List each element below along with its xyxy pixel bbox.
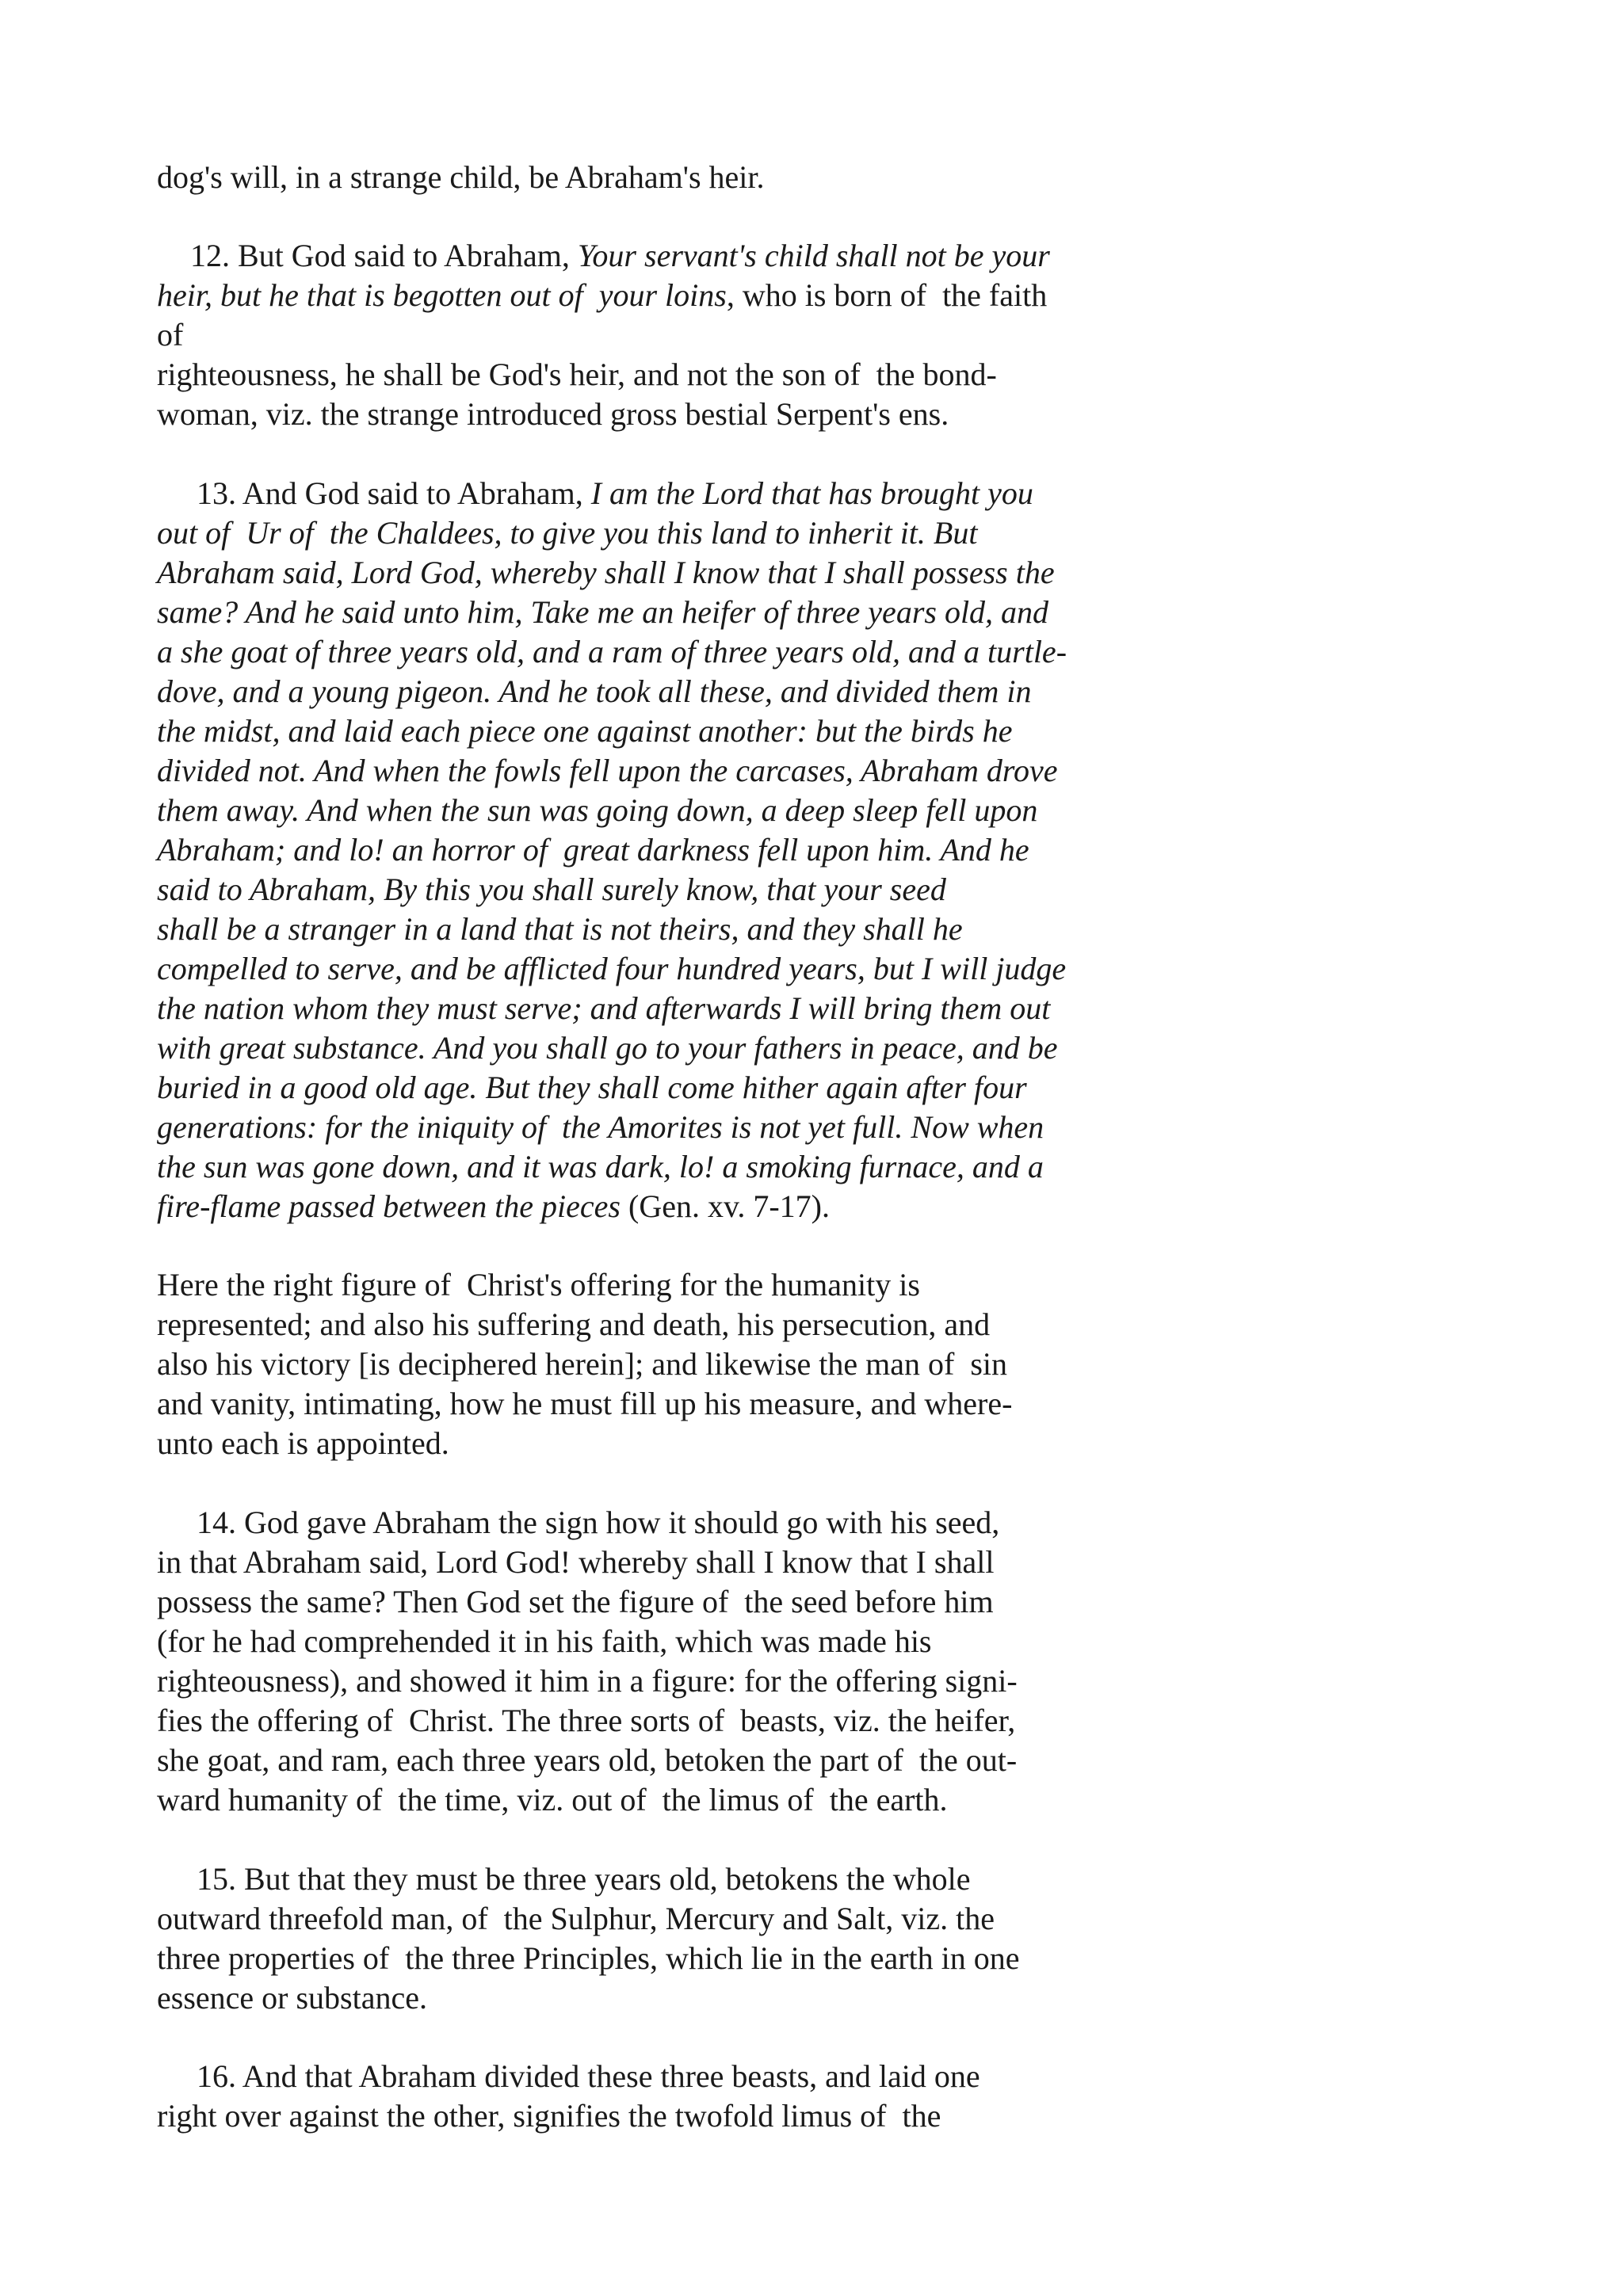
- scripture-quote: with great substance. And you shall go to your fathers in peace, and be: [157, 1030, 1058, 1066]
- text-line: right over against the other, signifies the twofold limus of the: [157, 2098, 941, 2134]
- text-line: [157, 633, 1067, 671]
- scripture-quote: dove, and a young pigeon. And he took all these, and divided them in: [157, 673, 1032, 709]
- text-line: fies the offering of Christ. The three sorts of beasts, viz. the heifer,: [157, 1703, 1016, 1738]
- text-line: she goat, and ram, each three years old, betoken the part of the out-: [157, 1742, 1018, 1778]
- text-line: [157, 791, 1037, 830]
- text-line: (for he had comprehended it in his faith, which was made his: [157, 1623, 932, 1659]
- text-line: also his victory [is deciphered herein]; and likewise the man of sin: [157, 1346, 1008, 1382]
- text-line: outward threefold man, of the Sulphur, Mercury and Salt, viz. the: [157, 1901, 995, 1936]
- text-line: and vanity, intimating, how he must fill up his measure, and where-: [157, 1386, 1013, 1421]
- text-line: ward humanity of the time, viz. out of the limus of the earth.: [157, 1782, 948, 1817]
- text-line: [157, 1148, 1044, 1186]
- text-line: three properties of the three Principles, which lie in the earth in one: [157, 1940, 1020, 1976]
- text-line: [157, 277, 1047, 315]
- text-line: woman, viz. the strange introduced gross bestial Serpent's ens.: [157, 396, 949, 432]
- scripture-quote: compelled to serve, and be afflicted four hundred years, but I will judge: [157, 951, 1067, 986]
- text-line: [157, 1069, 1027, 1107]
- scripture-quote: Your servant's child shall not be your: [577, 238, 1050, 273]
- text-line: 15. But that they must be three years old, betokens the whole: [197, 1861, 971, 1897]
- text-line: dog's will, in a strange child, be Abraham's heir.: [157, 159, 765, 195]
- text-line: [157, 1029, 1058, 1067]
- text-line: [157, 1108, 1044, 1146]
- scripture-quote: heir, but he that is begotten out of your loins: [157, 277, 727, 313]
- text-line: [157, 554, 1055, 592]
- text-line: [197, 475, 1033, 513]
- text-line: [157, 514, 977, 552]
- text-line: [190, 237, 1050, 275]
- scripture-quote: the sun was gone down, and it was dark, lo! a smoking furnace, and a: [157, 1149, 1044, 1184]
- scripture-quote: them away. And when the sun was going down, a deep sleep fell upon: [157, 792, 1038, 828]
- scripture-quote: shall be a stranger in a land that is not theirs, and they shall he: [157, 911, 963, 947]
- text-line: unto each is appointed.: [157, 1425, 449, 1461]
- text-line: [157, 673, 1031, 711]
- scripture-quote: Abraham; and lo! an horror of great darkness fell upon him. And he: [157, 832, 1029, 868]
- scripture-quote: a she goat of three years old, and a ram of three years old, and a turtle-: [157, 634, 1067, 669]
- scripture-quote: divided not. And when the fowls fell upon the carcases, Abraham drove: [157, 753, 1058, 788]
- text-line: [157, 712, 1012, 750]
- text-span: , who is born of the faith: [726, 277, 1048, 313]
- text-line: [157, 752, 1058, 790]
- text-line: [157, 593, 1048, 631]
- text-line: [157, 950, 1066, 988]
- scripture-quote: buried in a good old age. But they shall come hither again after four: [157, 1070, 1027, 1105]
- text-line: of: [157, 317, 184, 353]
- scripture-quote: fire-flame passed between the pieces: [157, 1188, 621, 1224]
- text-line: righteousness, he shall be God's heir, and not the son of the bond-: [157, 357, 997, 392]
- scripture-quote: Abraham said, Lord God, whereby shall I know that I shall possess the: [157, 555, 1055, 590]
- text-span: 13. And God said to Abraham,: [197, 475, 591, 511]
- text-line: Here the right figure of Christ's offering for the humanity is: [157, 1267, 920, 1302]
- text-line: [157, 990, 1050, 1028]
- text-line: righteousness), and showed it him in a figure: for the offering signi-: [157, 1663, 1018, 1699]
- scripture-quote: out of Ur of the Chaldees, to give you this land to inherit it. But: [157, 515, 978, 551]
- scripture-quote: same? And he said unto him, Take me an heifer of three years old, and: [157, 594, 1049, 630]
- text-span: 12. But God said to Abraham,: [190, 238, 578, 273]
- scripture-quote: I am the Lord that has brought you: [590, 475, 1033, 511]
- citation: (Gen. xv. 7-17).: [621, 1188, 831, 1224]
- text-line: possess the same? Then God set the figure of the seed before him: [157, 1584, 994, 1619]
- scripture-quote: the midst, and laid each piece one against another: but the birds he: [157, 713, 1013, 749]
- text-line: essence or substance.: [157, 1980, 427, 2016]
- text-line: [157, 1188, 830, 1226]
- scripture-quote: the nation whom they must serve; and afterwards I will bring them out: [157, 990, 1051, 1026]
- scripture-quote: said to Abraham, By this you shall surely know, that your seed: [157, 871, 946, 907]
- text-line: in that Abraham said, Lord God! whereby shall I know that I shall: [157, 1544, 995, 1580]
- scripture-quote: generations: for the iniquity of the Amorites is not yet full. Now when: [157, 1109, 1044, 1145]
- text-line: [157, 910, 963, 948]
- text-line: [157, 831, 1029, 869]
- text-line: 14. God gave Abraham the sign how it should go with his seed,: [197, 1505, 1000, 1540]
- text-line: [157, 871, 946, 909]
- text-line: represented; and also his suffering and death, his persecution, and: [157, 1306, 991, 1342]
- text-line: 16. And that Abraham divided these three beasts, and laid one: [197, 2058, 980, 2094]
